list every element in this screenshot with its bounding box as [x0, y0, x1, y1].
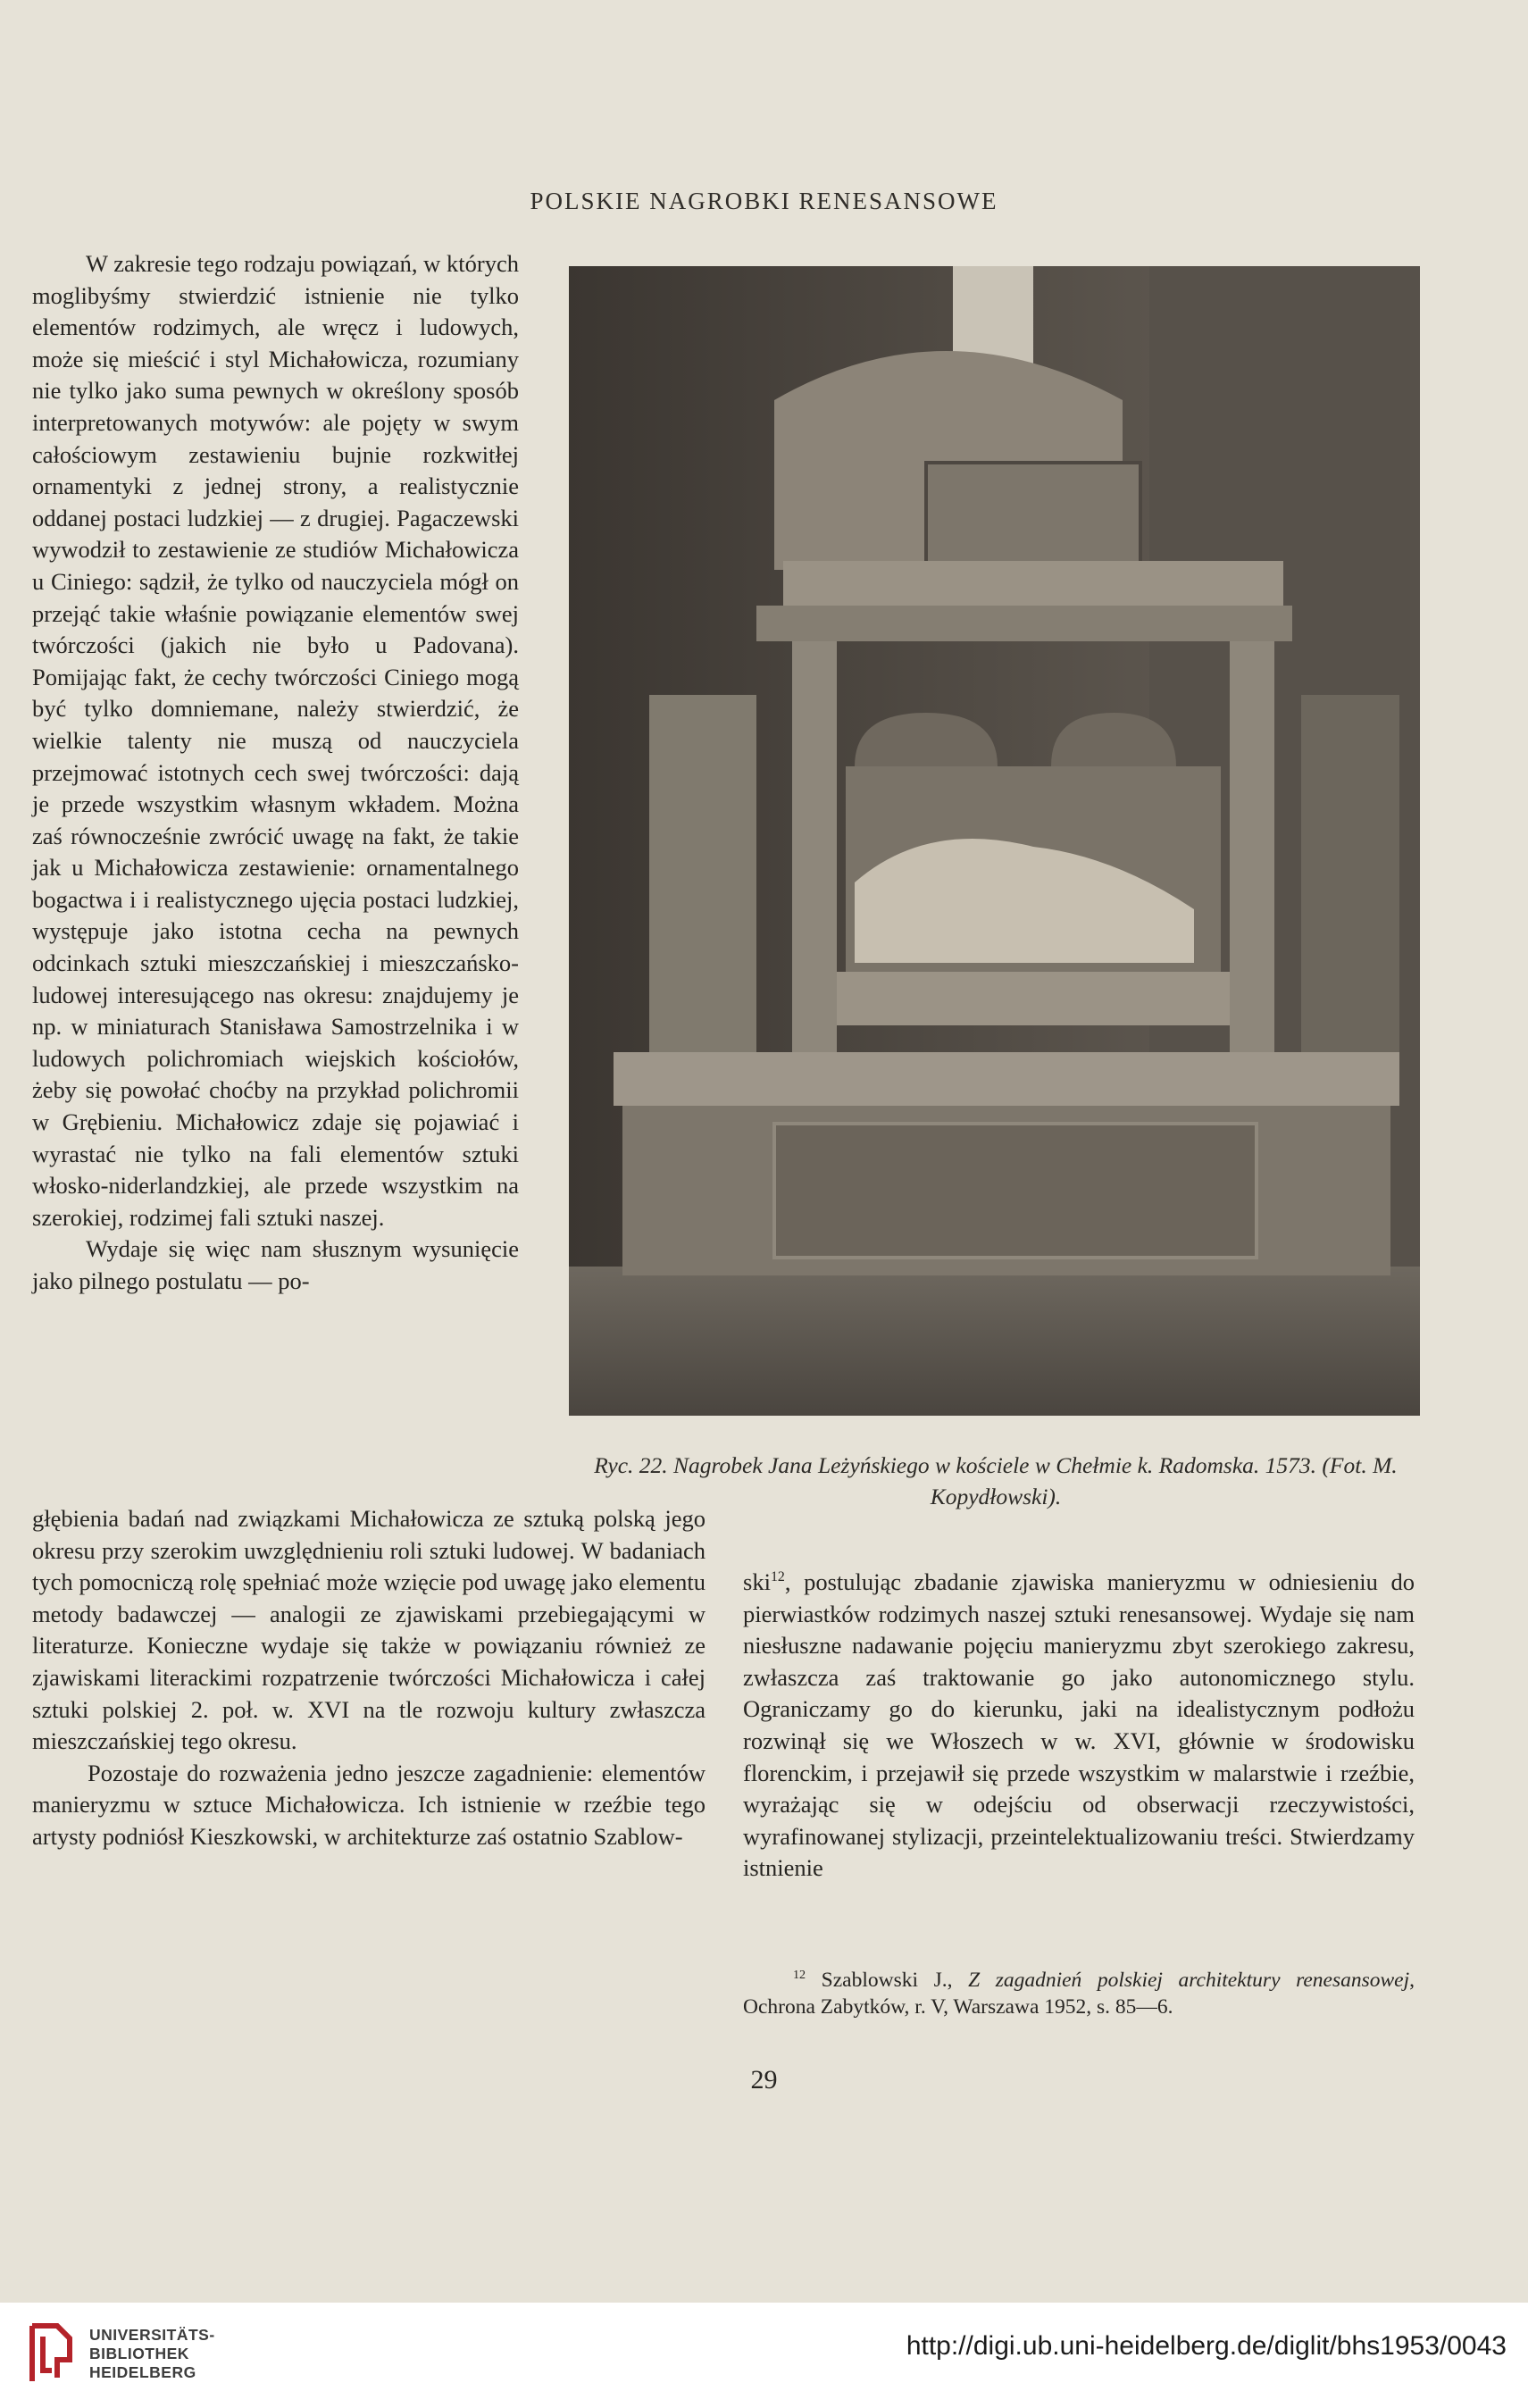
tomb-photograph	[569, 266, 1420, 1416]
paragraph	[743, 1567, 1415, 1885]
continued-text-column	[32, 1503, 706, 1853]
running-title: POLSKIE NAGROBKI RENESANSOWE	[530, 188, 998, 214]
paragraph: W zakresie tego rodzaju powiązań, w których moglibyśmy stwierdzić istnienie nie tylko elementów rodzimych, ale wręcz i ludowych, może się mieścić i styl Michałowicza, rozumiany nie tylko jako suma pewnych w określony sposób interpretowanych motywów: ale pojęty w swym całościowym zestawieniu bujnie rozkwitłej ornamentyki z jednej strony, a realistycznie oddanej postaci ludzkiej — z drugiej. Pagaczewski wywodził to zestawienie ze studiów Michałowicza u Ciniego: sądził, że tylko od nauczyciela mógł on przejąć takie właśnie powiązanie elementów swej twórczości (jakich nie było u Padovana). Pomijając fakt, że cechy twórczości Ciniego mogą być tylko domniemane, należy stwierdzić, że wielkie talenty nie muszą od nauczyciela przejmować istotnych cech swej twórczości: dają je przede wszystkim własnym wkładem. Można zaś równocześnie zwrócić uwagę na fakt, że takie jak u Michałowicza zestawienie: ornamentalnego bogactwa i i realistycznego ujęcia postaci ludzkiej, występuje jako istotna cecha na pewnych odcinkach sztuki mieszczańskiej i mieszczańsko-ludowej interesującego nas okresu: znajdujemy je np. w miniaturach Stanisława Samostrzelnika i w ludowych polichromiach wiejskich kościołów, żeby się powołać choćby na przykład polichromii w Grębieniu. Michałowicz zdaje się pojawiać i wyrastać nie tylko na fali elementów sztuki włosko-niderlandzkiej, ale przede wszystkim na szerokiej, rodzimej fali sztuki naszej.	[32, 250, 519, 1231]
footer-bar	[0, 2303, 1528, 2408]
paragraph: Wydaje się więc nam słusznym wysunięcie jako pilnego postulatu — po-	[32, 1235, 519, 1294]
logo-line: UNIVERSITÄTS-	[89, 2326, 215, 2344]
footnote-title: Z zagadnień polskiej architektury renesansowej	[968, 1968, 1410, 1992]
library-logo-text	[89, 2326, 215, 2382]
footnote-reference: 12	[770, 1569, 785, 1585]
page-number: 29	[750, 2065, 778, 2094]
footnote-marker: 12	[793, 1967, 806, 1982]
figure-caption: Ryc. 22. Nagrobek Jana Leżyńskiego w kościele w Chełmie k. Radomska. 1573. (Fot. M. Kopydłowski).	[594, 1452, 1398, 1509]
footnote-details: , Ochrona Zabytków, r. V, Warszawa 1952, s. 85—6.	[743, 1968, 1415, 2019]
logo-line: HEIDELBERG	[89, 2363, 196, 2381]
logo-line: BIBLIOTHEK	[89, 2345, 189, 2362]
paragraph-lead: ski	[743, 1568, 771, 1595]
footnote-author: Szablowski J.,	[821, 1968, 969, 1992]
paragraph: głębienia badań nad związkami Michałowicza ze sztuką polską jego okresu przy szerokim uwzględnieniu roli sztuki ludowej. W badaniach tych pomocniczą rolę spełniać może wzięcie pod uwagę jako elementu metody badawczej — analogii ze zjawiskami przebiegającymi w literaturze. Konieczne wydaje się także w powiązaniu również ze zjawiskami literackimi rozpatrzenie twórczości Michałowicza i całej sztuki polskiej 2. poł. w. XVI na tle rozwoju kultury zwłaszcza mieszczańskiej tego okresu.	[32, 1505, 706, 1755]
paragraph-text: , postulując zbadanie zjawiska manieryzmu w odniesieniu do pierwiastków rodzimych naszej sztuki renesansowej. Wydaje się nam niesłuszne nadawanie pojęciu manieryzmu zbyt szerokiego zakresu, zwłaszcza zaś traktowanie go jako autonomicznego stylu. Ograniczamy go do kierunku, jaki na idealistycznym podłożu rozwinął się we Włoszech w w. XVI, głównie w środowisku florenckim, i przejawił się przede wszystkim w malarstwie i rzeźbie, wyrażając się w odejściu od obserwacji rzeczywistości, wyrafinowanej stylizacji, przeintelektualizowaniu treści. Stwierdzamy istnienie	[743, 1568, 1415, 1882]
footnote	[743, 1945, 1415, 2041]
tomb-photo-illustration	[569, 266, 1420, 1416]
right-text-column	[743, 1567, 1415, 1885]
paragraph: Pozostaje do rozważenia jedno jeszcze zagadnienie: elementów manieryzmu w sztuce Michałowicza. Ich istnienie w rzeźbie tego artysty podniósł Kieszkowski, w architekturze zaś ostatnio Szablow-	[32, 1759, 706, 1850]
left-text-column	[32, 248, 519, 1298]
library-logo-icon	[21, 2319, 80, 2387]
source-url-link[interactable]: http://digi.ub.uni-heidelberg.de/diglit/bhs1953/0043	[906, 2331, 1507, 2361]
